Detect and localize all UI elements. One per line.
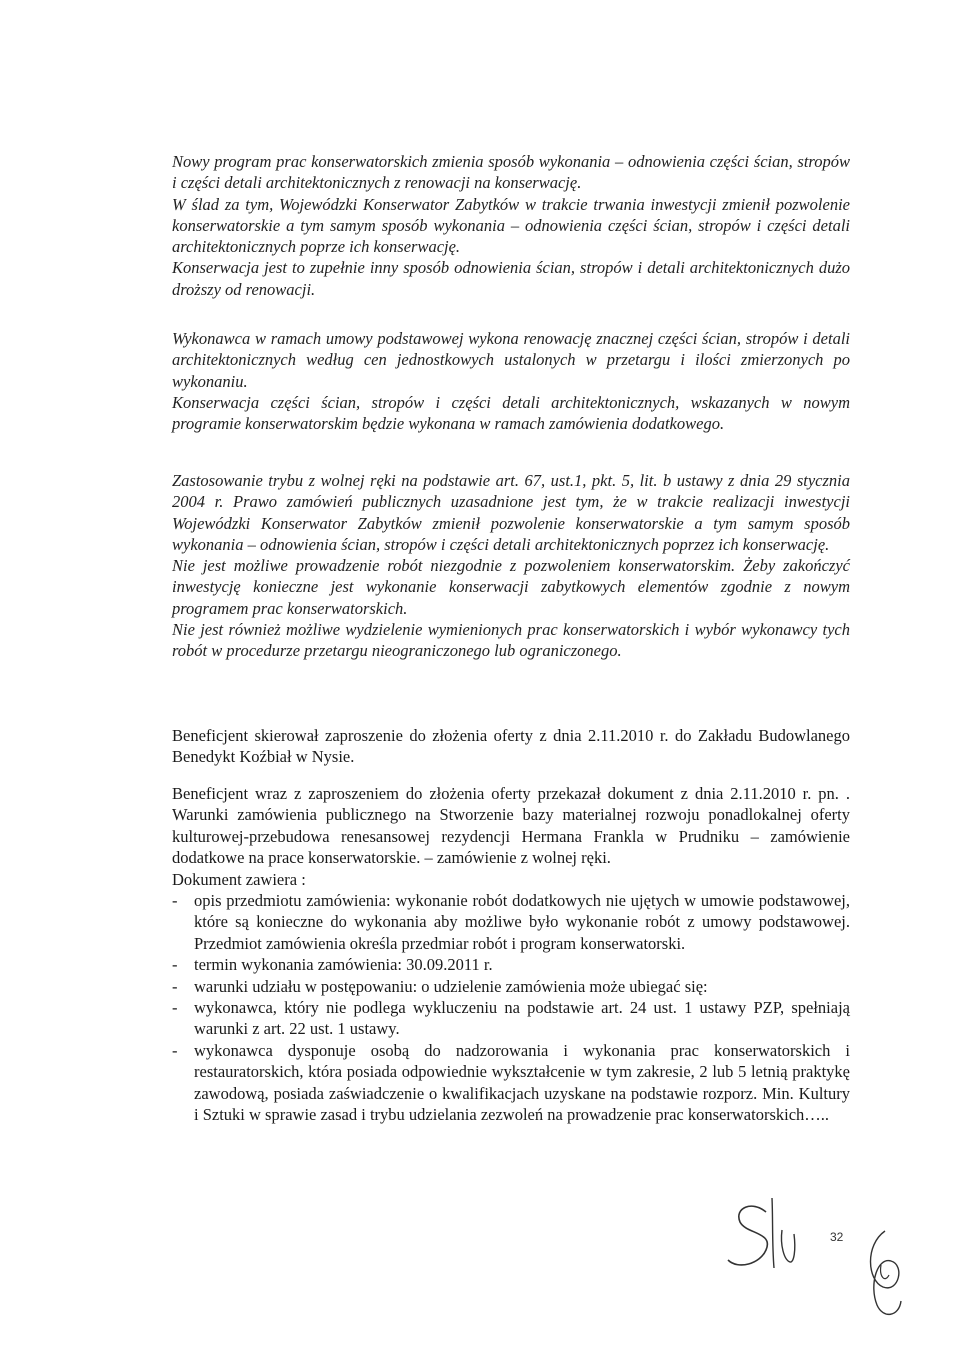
italic-paragraph: Nie jest możliwe prowadzenie robót niezgodnie z pozwoleniem konserwatorskim. Żeby zakończyć inwestycję konieczne jest wykonanie konserwacji zabytkowych elementów zgodnie z nowym programem prac konserwatorskich.	[172, 556, 850, 618]
requirements-list	[172, 890, 850, 1125]
list-item: - warunki udziału w postępowaniu: o udzielenie zamówienia może ubiegać się:	[172, 976, 850, 997]
body-paragraph: Beneficjent wraz z zaproszeniem do złożenia oferty przekazał dokument z dnia 2.11.2010 r. pn. . Warunki zamówienia publicznego na Stworzenie bazy materialnej rozwoju ponadlokalnej oferty kulturowej-przebudowa renesansowej rezydencji Hermana Frankla w Prudniku – zamówienie dodatkowe na prace konserwatorskie. – zamówienie z wolnej ręki.	[172, 784, 850, 868]
body-paragraph: Beneficjent skierował zaproszenie do złożenia oferty z dnia 2.11.2010 r. do Zakładu Budowlanego Benedykt Koźbiał w Nysie.	[172, 726, 850, 767]
list-item: - termin wykonania zamówienia: 30.09.2011 r.	[172, 954, 850, 975]
italic-section-3	[172, 470, 850, 662]
italic-paragraph: Nie jest również możliwe wydzielenie wymienionych prac konserwatorskich i wybór wykonawcy tych robót w procedurze przetargu nieograniczonego lub ograniczonego.	[172, 620, 850, 661]
italic-paragraph: W ślad za tym, Wojewódzki Konserwator Zabytków w trakcie trwania inwestycji zmienił pozwolenie konserwatorskie a tym samym sposób wykonania – odnowienia części ścian, stropów i części detali architektonicznych poprze ich konserwację.	[172, 194, 850, 257]
italic-paragraph: Konserwacja jest to zupełnie inny sposób odnowienia ścian, stropów i detali architektonicznych dużo droższy od renowacji.	[172, 258, 850, 299]
invitation-paragraph	[172, 725, 850, 768]
italic-section-1	[172, 151, 850, 300]
document-section	[172, 783, 850, 1126]
italic-paragraph: Konserwacja części ścian, stropów i części detali architektonicznych, wskazanych w nowym programie konserwatorskim będzie wykonana w ramach zamówienia dodatkowego.	[172, 392, 850, 434]
list-item: - wykonawca, który nie podlega wykluczeniu na podstawie art. 24 ust. 1 ustawy PZP, spełniają warunki z art. 22 ust. 1 ustawy.	[172, 997, 850, 1040]
page-number: 32	[830, 1230, 844, 1244]
list-item: - wykonawca dysponuje osobą do nadzorowania i wykonania prac konserwatorskich i restauratorskich, która posiada odpowiednie wykształcenie w tym zakresie, 2 lub 5 letnią praktykę zawodową, posiada zaświadczenie o kwalifikacjach uzyskane na podstawie rozporz. Min. Kultury i Sztuki w sprawie zasad i trybu udzielania zezwoleń na prowadzenie prac konserwatorskich…..	[172, 1040, 850, 1126]
italic-paragraph: Nowy program prac konserwatorskich zmienia sposób wykonania – odnowienia części ścian, stropów i części detali architektonicznych z renowacji na konserwację.	[172, 152, 850, 193]
italic-section-2	[172, 328, 850, 434]
signature-mark	[722, 1190, 802, 1280]
list-item: - opis przedmiotu zamówienia: wykonanie robót dodatkowych nie ujętych w umowie podstawowej, które są konieczne do wykonania aby możliwe było wykonanie robót z umowy podstawowej. Przedmiot zamówienia określa przedmiar robót i program konserwatorski.	[172, 890, 850, 954]
italic-paragraph: Zastosowanie trybu z wolnej ręki na podstawie art. 67, ust.1, pkt. 5, lit. b ustawy z dnia 29 stycznia 2004 r. Prawo zamówień publicznych uzasadnione jest tym, że w trakcie realizacji inwestycji Wojewódzki Konserwator Zabytków zmienił pozwolenie konserwatorskie a tym samym sposób wykonania – odnowienia ścian, stropów i części detali architektonicznych poprzez ich konserwację.	[172, 471, 850, 554]
italic-paragraph: Wykonawca w ramach umowy podstawowej wykona renowację znacznej części ścian, stropów i detali architektonicznych według cen jednostkowych ustalonych w przetargu i ilości zmierzonych po wykonaniu.	[172, 329, 850, 391]
list-heading: Dokument zawiera :	[172, 869, 306, 889]
initials-mark	[855, 1225, 915, 1325]
